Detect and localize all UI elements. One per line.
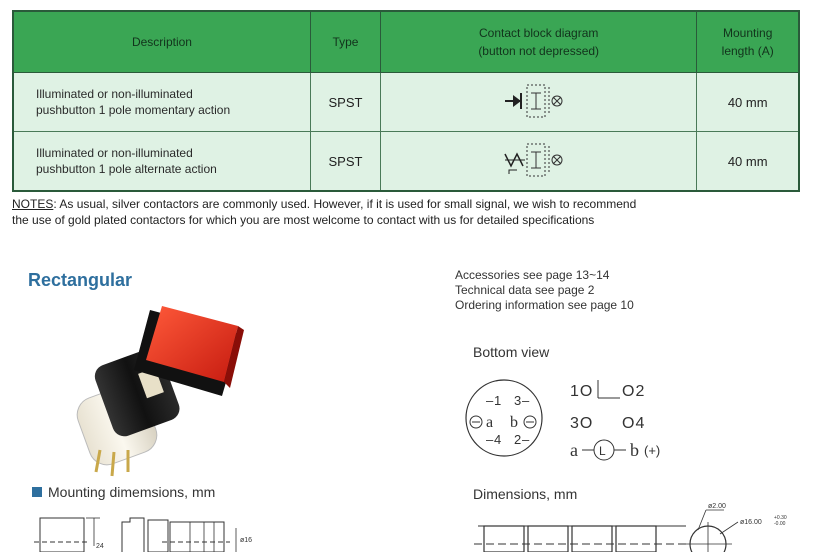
- spec-table: [12, 10, 800, 192]
- table-row: [13, 132, 799, 192]
- terminal-1-label: 1: [494, 393, 502, 408]
- terminal-layout-diagram: [568, 376, 698, 466]
- notes-paragraph: [12, 196, 812, 228]
- header-description: [13, 11, 310, 73]
- notes-label: NOTES: [12, 197, 54, 211]
- ref-ordering-info: Ordering information see page 10: [455, 298, 634, 312]
- lamp-label: L: [599, 444, 606, 458]
- row-mounting: 40 mm: [697, 73, 799, 132]
- terminal-4-label: 4: [494, 432, 502, 447]
- terminal-2-label: 2: [514, 432, 522, 447]
- row-type: SPST: [310, 132, 380, 192]
- mount-dim-phi16: ø16: [240, 537, 253, 544]
- pushbutton-product-photo: [62, 300, 252, 480]
- page-references: [455, 268, 634, 313]
- header-type: [310, 11, 380, 73]
- dimensions-title: Dimensions, mm: [473, 486, 578, 502]
- table-row: [13, 73, 799, 132]
- terminal-row1-left: 1O: [570, 383, 594, 400]
- terminal-row2-left: 3O: [570, 415, 594, 432]
- svg-text:–: –: [486, 393, 494, 408]
- row-description: [13, 132, 310, 192]
- mounting-dimensions-drawing: [30, 512, 270, 552]
- alternate-contact-diagram: [381, 132, 697, 192]
- row-description-line2: pushbutton 1 pole alternate action: [36, 162, 217, 176]
- dim-tol-plus: +0.30: [774, 515, 787, 521]
- header-mounting: [697, 11, 799, 73]
- header-diagram-line2: (button not depressed): [478, 44, 600, 58]
- svg-text:–: –: [522, 432, 530, 447]
- row-description-line1: Illuminated or non-illuminated: [36, 87, 193, 101]
- contact-diagram-alternate-icon: [499, 140, 579, 180]
- section-title: Rectangular: [28, 270, 133, 290]
- terminal-3-label: 3: [514, 393, 522, 408]
- dim-phi16: ø16.00: [740, 519, 762, 526]
- row-mounting: 40 mm: [697, 132, 799, 192]
- notes-line1: : As usual, silver contactors are commonly used. However, if it is used for small signal, we wish to recommend: [53, 197, 637, 211]
- dimensions-drawing: [470, 500, 800, 552]
- dim-tol-minus: -0.00: [774, 521, 786, 527]
- header-description-text: Description: [131, 35, 192, 49]
- row-description-line1: Illuminated or non-illuminated: [36, 146, 193, 160]
- terminal-a-label: a: [486, 414, 494, 431]
- header-diagram: [381, 11, 697, 73]
- terminal-b-label: b: [510, 414, 518, 431]
- header-mounting-line2: length (A): [721, 44, 774, 58]
- mounting-dimensions-title: [32, 484, 215, 500]
- lamp-terminal-a: a: [570, 440, 578, 460]
- row-type: SPST: [310, 73, 380, 132]
- lamp-terminal-b: b: [630, 440, 639, 460]
- notes-line2: the use of gold plated contactors for which you are most welcome to contact with us for detailed specifications: [12, 213, 595, 227]
- lamp-polarity-plus: (+): [644, 443, 661, 458]
- svg-text:–: –: [522, 393, 530, 408]
- table-header-row: [13, 11, 799, 73]
- header-type-text: Type: [332, 35, 359, 49]
- svg-text:–: –: [486, 432, 494, 447]
- header-diagram-line1: Contact block diagram: [478, 26, 599, 40]
- bottom-view-circle-diagram: [462, 376, 552, 462]
- contact-diagram-momentary-icon: [499, 81, 579, 121]
- terminal-row1-right: O2: [622, 383, 646, 400]
- ref-accessories: Accessories see page 13~14: [455, 268, 610, 282]
- header-mounting-line1: Mounting: [723, 26, 773, 40]
- bottom-view-title: Bottom view: [473, 344, 550, 360]
- momentary-contact-diagram: [381, 73, 697, 132]
- terminal-row2-right: O4: [622, 415, 646, 432]
- mounting-dimensions-title-text: Mounting dimemsions, mm: [48, 484, 216, 500]
- mount-dim-24: 24: [96, 543, 104, 550]
- row-description: [13, 73, 310, 132]
- row-description-line2: pushbutton 1 pole momentary action: [36, 103, 231, 117]
- bullet-square-icon: [32, 487, 42, 497]
- dim-phi2: ø2.00: [708, 503, 726, 510]
- ref-technical-data: Technical data see page 2: [455, 283, 595, 297]
